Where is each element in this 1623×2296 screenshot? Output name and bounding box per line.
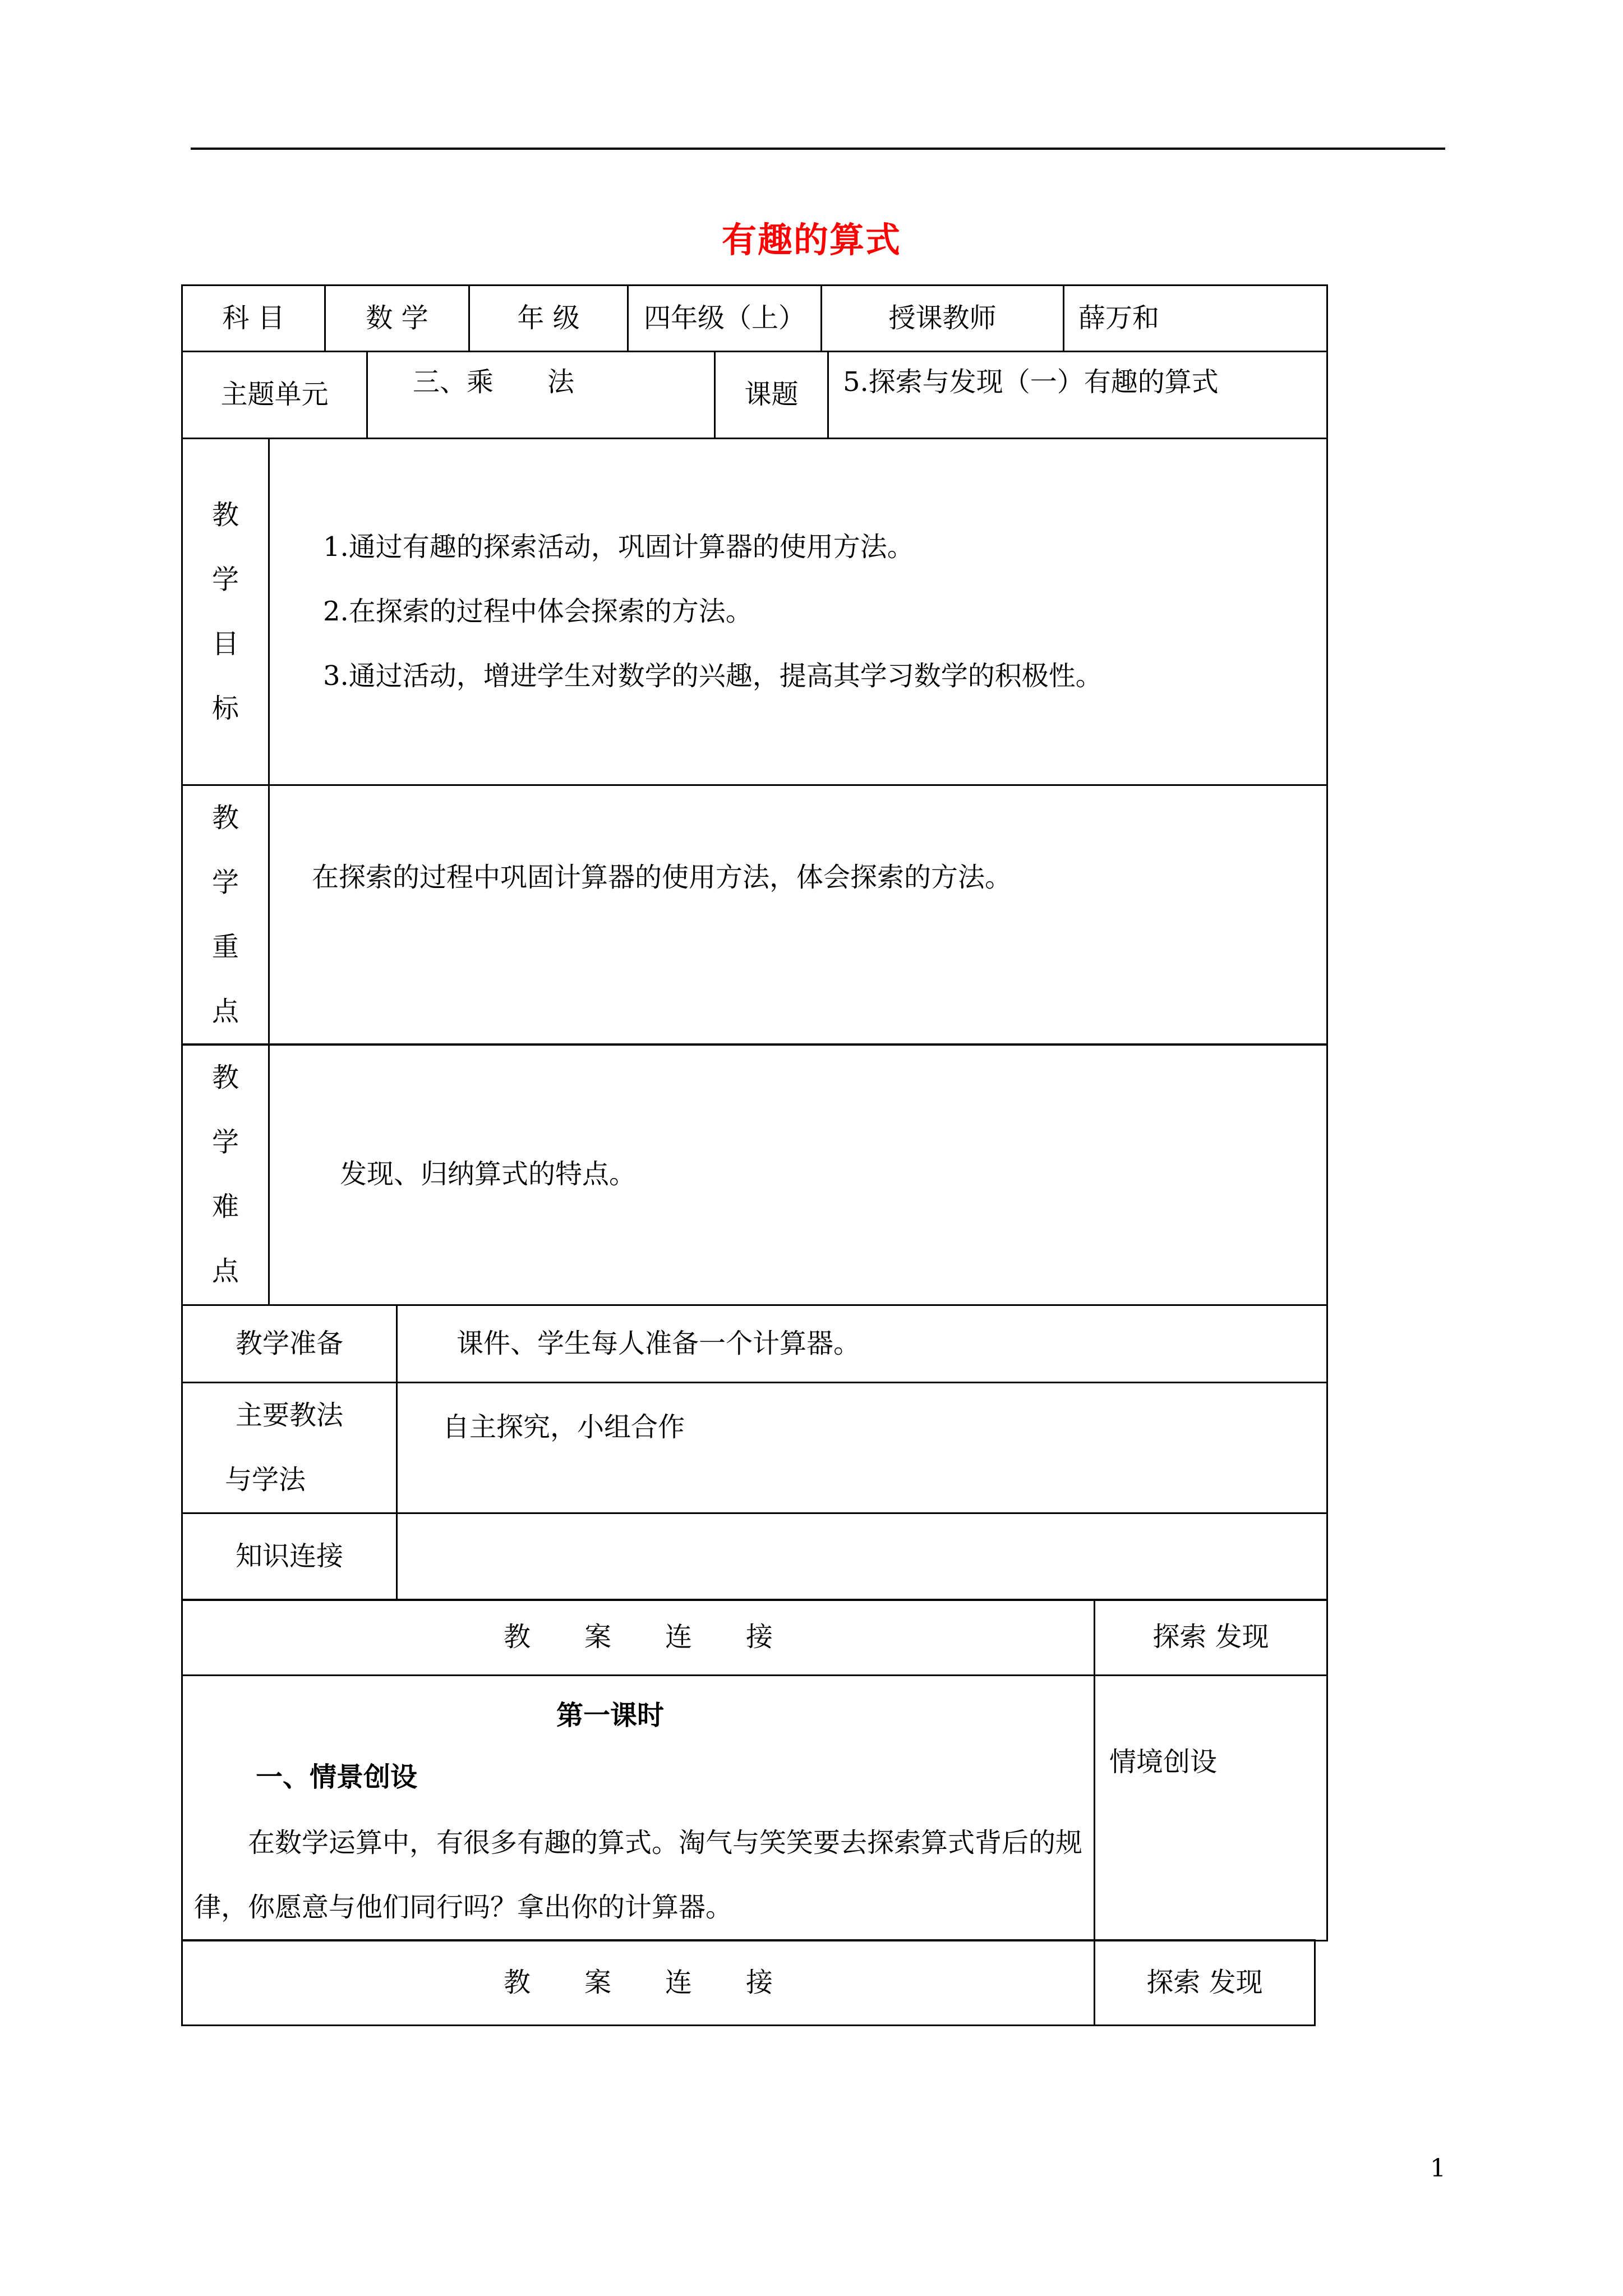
keypoints-label-char: 点 — [211, 996, 239, 1027]
goal-item: 3.通过活动，增进学生对数学的兴趣，提高其学习数学的积极性。 — [323, 660, 1103, 692]
difficulties-label-char: 学 — [211, 1126, 239, 1158]
section-title: 一、情景创设 — [256, 1761, 418, 1793]
plan2-header-left: 教 案 连 接 — [182, 1940, 1095, 2026]
teacher-value: 薛万和 — [1064, 286, 1327, 352]
keypoints-text: 在探索的过程中巩固计算器的使用方法，体会探索的方法。 — [269, 785, 1327, 1045]
preparation-text: 课件、学生每人准备一个计算器。 — [397, 1305, 1327, 1383]
knowledge-text — [397, 1513, 1327, 1600]
goals-table — [181, 438, 1328, 786]
info-table-row1 — [181, 284, 1328, 352]
subject-label: 科 目 — [182, 286, 325, 352]
page-number: 1 — [1430, 2154, 1446, 2183]
plan-header-left: 教 案 连 接 — [182, 1600, 1095, 1676]
grade-label: 年 级 — [469, 286, 628, 352]
methods-label-line1: 主要教法 — [235, 1400, 343, 1431]
subject-value: 数 学 — [325, 286, 469, 352]
unit-label: 主题单元 — [182, 352, 367, 439]
info-table-row2 — [181, 351, 1328, 439]
goals-label-char: 学 — [211, 563, 239, 595]
plan-table — [181, 1599, 1328, 1941]
plan-header-right: 探索 发现 — [1095, 1600, 1327, 1676]
difficulties-label — [182, 1045, 269, 1305]
unit-value: 三、乘 法 — [367, 352, 715, 439]
teacher-label: 授课教师 — [822, 286, 1064, 352]
difficulties-label-char: 教 — [211, 1062, 239, 1093]
plan2-header-right: 探索 发现 — [1095, 1940, 1315, 2026]
plan2-table — [181, 1939, 1316, 2026]
header-rule — [191, 148, 1445, 150]
keypoints-label-char: 教 — [211, 802, 239, 834]
lesson-label: 第一课时 — [556, 1700, 664, 1731]
topic-value: 5.探索与发现（一）有趣的算式 — [828, 352, 1327, 439]
keypoints-label — [182, 785, 269, 1045]
page-title: 有趣的算式 — [721, 219, 901, 260]
keypoints-table — [181, 784, 1328, 1046]
preparation-label: 教学准备 — [182, 1305, 397, 1383]
plan-side-note: 情境创设 — [1095, 1676, 1327, 1941]
grade-value: 四年级（上） — [628, 286, 822, 352]
methods-text: 自主探究，小组合作 — [397, 1383, 1327, 1513]
difficulties-table — [181, 1043, 1328, 1306]
methods-label-line2: 与学法 — [225, 1464, 306, 1496]
section-text: 在数学运算中，有很多有趣的算式。淘气与笑笑要去探索算式背后的规律，你愿意与他们同行吗？拿出你的计算器。 — [194, 1827, 1083, 1923]
goals-label — [182, 439, 269, 785]
goal-item: 1.通过有趣的探索活动，巩固计算器的使用方法。 — [323, 531, 914, 563]
goals-label-char: 标 — [211, 692, 239, 724]
goals-label-char: 目 — [211, 628, 239, 660]
topic-label: 课题 — [715, 352, 828, 439]
methods-label — [182, 1383, 397, 1513]
keypoints-label-char: 重 — [211, 931, 239, 963]
goal-item: 2.在探索的过程中体会探索的方法。 — [323, 596, 753, 627]
goals-content — [269, 439, 1327, 785]
knowledge-label: 知识连接 — [182, 1513, 397, 1600]
goals-label-char: 教 — [211, 499, 239, 531]
prep-table — [181, 1304, 1328, 1601]
plan-content — [182, 1676, 1095, 1941]
difficulties-text: 发现、归纳算式的特点。 — [269, 1045, 1327, 1305]
difficulties-label-char: 难 — [211, 1191, 239, 1222]
difficulties-label-char: 点 — [211, 1255, 239, 1287]
keypoints-label-char: 学 — [211, 867, 239, 898]
